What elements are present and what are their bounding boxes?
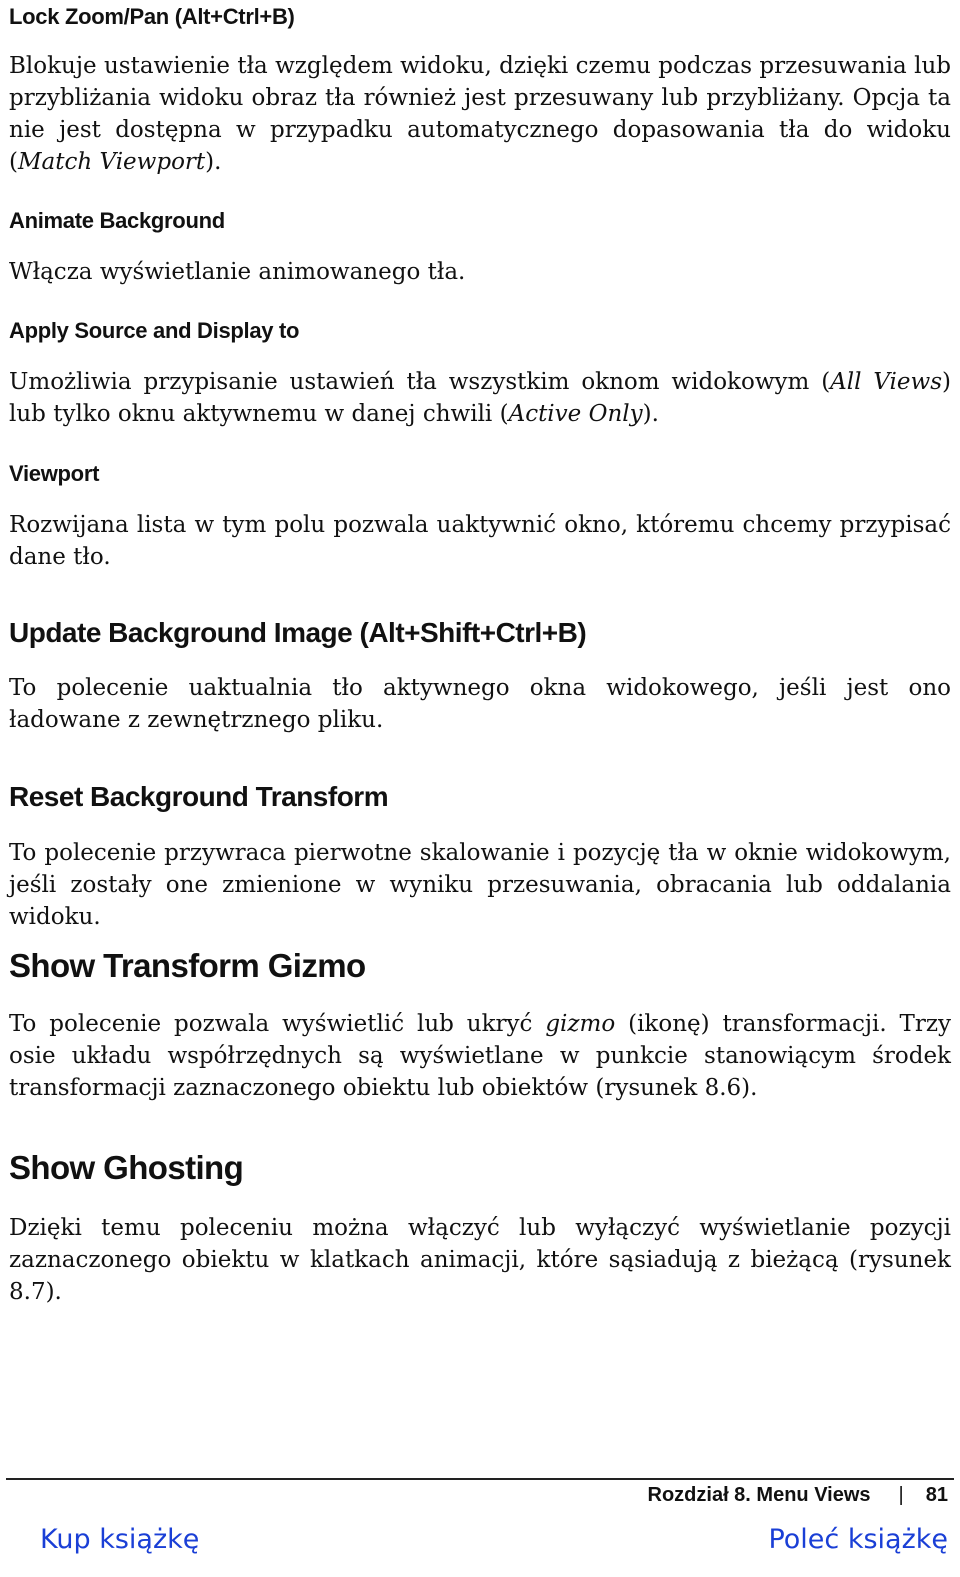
section-text-show-ghosting: Dzięki temu poleceniu można włączyć lub wyłączyć wyświetlanie pozycji zaznaczonego obiektu w klatkach animacji, które sąsiadują z bieżącą (rysunek 8.7). (9, 1215, 951, 1305)
section-heading-lock-zoom-pan: Lock Zoom/Pan (Alt+Ctrl+B) (9, 4, 295, 29)
section-text-viewport: Rozwijana lista w tym polu pozwala uaktywnić okno, któremu chcemy przypisać dane tło. (9, 512, 951, 570)
section-heading-viewport: Viewport (9, 461, 100, 486)
section-text-show-transform-gizmo: To polecenie pozwala wyświetlić lub ukryć gizmo (ikonę) transformacji. Trzy osie układu współrzędnych są wyświetlane w punkcie stanowiącym środek transformacji zaznaczonego obiektu lub obiektów (rysunek 8.6). (9, 1011, 951, 1101)
footer-divider (6, 1478, 954, 1480)
section-heading-show-ghosting: Show Ghosting (9, 1149, 244, 1186)
section-text-apply-source: Umożliwia przypisanie ustawień tła wszystkim oknom widokowym (All Views) lub tylko oknu aktywnemu w danej chwili (Active Only). (9, 369, 952, 427)
footer-separator: | (898, 1484, 904, 1506)
buy-book-link[interactable]: Kup książkę (40, 1524, 200, 1555)
section-text-animate-background: Włącza wyświetlanie animowanego tła. (9, 259, 466, 285)
recommend-book-link[interactable]: Poleć książkę (768, 1524, 948, 1555)
section-heading-reset-background-transform: Reset Background Transform (9, 781, 389, 812)
section-heading-show-transform-gizmo: Show Transform Gizmo (9, 947, 366, 984)
section-heading-apply-source: Apply Source and Display to (9, 318, 300, 343)
section-heading-update-background-image: Update Background Image (Alt+Shift+Ctrl+B) (9, 617, 587, 648)
page-number: 81 (925, 1484, 948, 1506)
page-footer (648, 1484, 948, 1507)
section-text-reset-background-transform: To polecenie przywraca pierwotne skalowanie i pozycję tła w oknie widokowym, jeśli zostały one zmienione w wyniku przesuwania, obracania lub oddalania widoku. (9, 840, 951, 930)
section-heading-animate-background: Animate Background (9, 208, 225, 233)
chapter-title: Rozdział 8. Menu Views (647, 1484, 871, 1506)
section-text-lock-zoom-pan: Blokuje ustawienie tła względem widoku, dzięki czemu podczas przesuwania lub przybliżania widoku obraz tła również jest przesuwany lub przybliżany. Opcja ta nie jest dostępna w przypadku automatycznego dopasowania tła do widoku (Match Viewport). (9, 53, 951, 175)
section-text-update-background-image: To polecenie uaktualnia tło aktywnego okna widokowego, jeśli jest ono ładowane z zewnętrznego pliku. (9, 675, 951, 733)
